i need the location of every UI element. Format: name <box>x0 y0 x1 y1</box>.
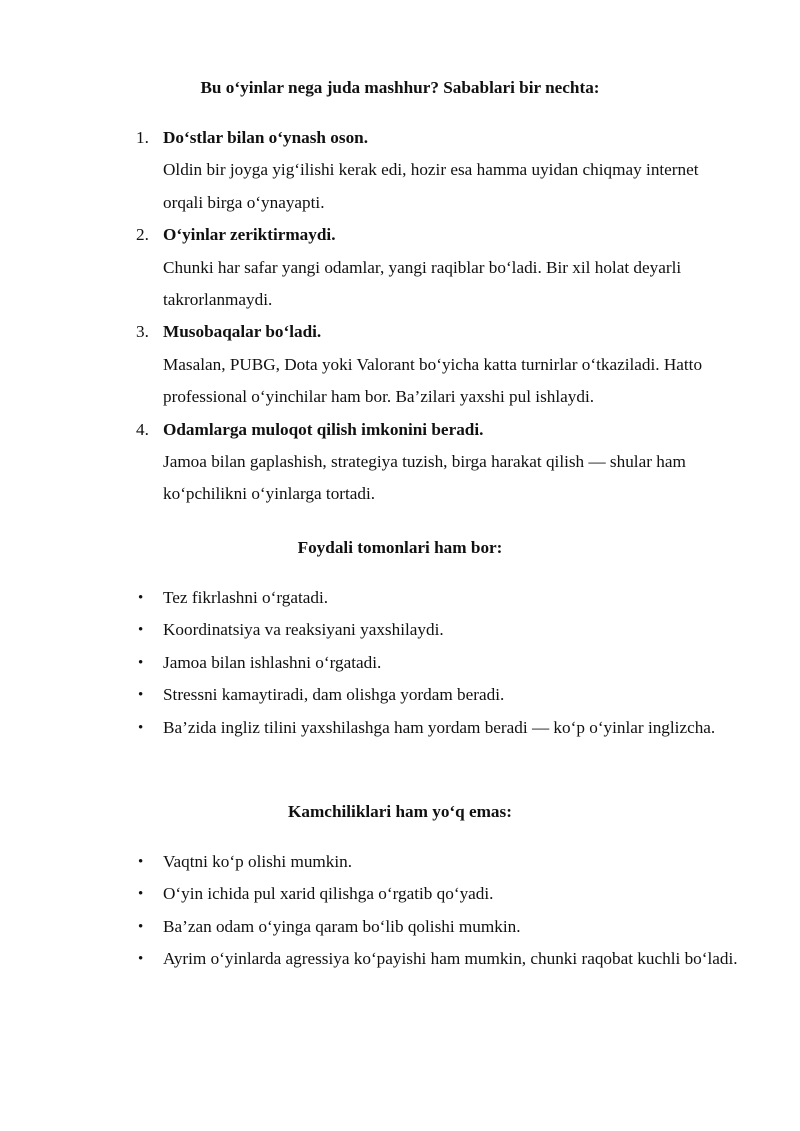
reason-body: Jamoa bilan gaplashish, strategiya tuzish, birga harakat qilish — shular ham ko‘pchilikni o‘yinlarga tortadi. <box>163 452 686 504</box>
drawback-text: Ayrim o‘yinlarda agressiya ko‘payishi ham mumkin, chunki raqobat kuchli bo‘ladi. <box>163 949 738 969</box>
heading-popularity: Bu o‘yinlar nega juda mashhur? Sabablari bir nechta: <box>200 78 600 97</box>
benefit-item <box>0 647 800 679</box>
bullet-icon: • <box>138 687 144 704</box>
reason-item-2 <box>0 219 800 316</box>
drawback-text: O‘yin ichida pul xarid qilishga o‘rgatib qo‘yadi. <box>163 884 494 904</box>
list-number: 4. <box>136 419 149 439</box>
reasons-list <box>0 122 800 511</box>
benefit-text: Koordinatsiya va reaksiyani yaxshilaydi. <box>163 620 444 640</box>
bullet-icon: • <box>138 590 144 606</box>
reason-body: Masalan, PUBG, Dota yoki Valorant bo‘yicha katta turnirlar o‘tkaziladi. Hatto professional o‘yinchilar ham bor. Ba’zilari yaxshi pul ishlaydi. <box>163 354 703 407</box>
reason-body: Chunki har safar yangi odamlar, yangi raqiblar bo‘ladi. Bir xil holat deyarli takrorlanmaydi. <box>163 257 682 310</box>
list-number: 1. <box>136 128 149 147</box>
bullet-icon: • <box>138 886 144 903</box>
benefit-item <box>0 582 800 614</box>
list-number: 3. <box>136 322 149 342</box>
bullet-icon: • <box>138 719 144 736</box>
heading-drawbacks: Kamchiliklari ham yo‘q emas: <box>288 802 512 821</box>
bullet-icon: • <box>138 654 144 671</box>
reason-title: Odamlarga muloqot qilish imkonini beradi. <box>163 419 484 439</box>
list-number: 2. <box>136 225 149 245</box>
reason-body: Oldin bir joyga yig‘ilishi kerak edi, hozir esa hamma uyidan chiqmay internet orqali birga o‘ynayapti. <box>163 160 699 212</box>
benefit-item <box>0 712 800 744</box>
reason-item-1 <box>0 122 800 219</box>
bullet-icon: • <box>138 622 144 639</box>
drawback-item <box>0 911 800 943</box>
bullet-icon: • <box>138 951 144 968</box>
reason-item-3 <box>0 316 800 413</box>
benefit-item <box>0 614 800 646</box>
benefit-text: Stressni kamaytiradi, dam olishga yordam beradi. <box>163 685 505 705</box>
drawback-item <box>0 846 800 878</box>
bullet-icon: • <box>138 854 144 870</box>
benefit-text: Jamoa bilan ishlashni o‘rgatadi. <box>163 652 382 672</box>
benefit-item <box>0 679 800 711</box>
reason-title: Do‘stlar bilan o‘ynash oson. <box>163 128 369 147</box>
drawbacks-list <box>0 846 800 976</box>
drawback-item <box>0 943 800 975</box>
benefit-text: Tez fikrlashni o‘rgatadi. <box>163 588 329 607</box>
drawback-item <box>0 878 800 910</box>
benefits-list <box>0 582 800 744</box>
benefit-text: Ba’zida ingliz tilini yaxshilashga ham yordam beradi — ko‘p o‘yinlar inglizcha. <box>163 717 716 737</box>
heading-benefits: Foydali tomonlari ham bor: <box>297 538 503 557</box>
reason-title: Musobaqalar bo‘ladi. <box>163 322 322 342</box>
drawback-text: Vaqtni ko‘p olishi mumkin. <box>163 852 353 871</box>
reason-title: O‘yinlar zeriktirmaydi. <box>163 225 336 245</box>
drawback-text: Ba’zan odam o‘yinga qaram bo‘lib qolishi mumkin. <box>163 916 521 936</box>
bullet-icon: • <box>138 918 144 935</box>
reason-item-4 <box>0 414 800 511</box>
